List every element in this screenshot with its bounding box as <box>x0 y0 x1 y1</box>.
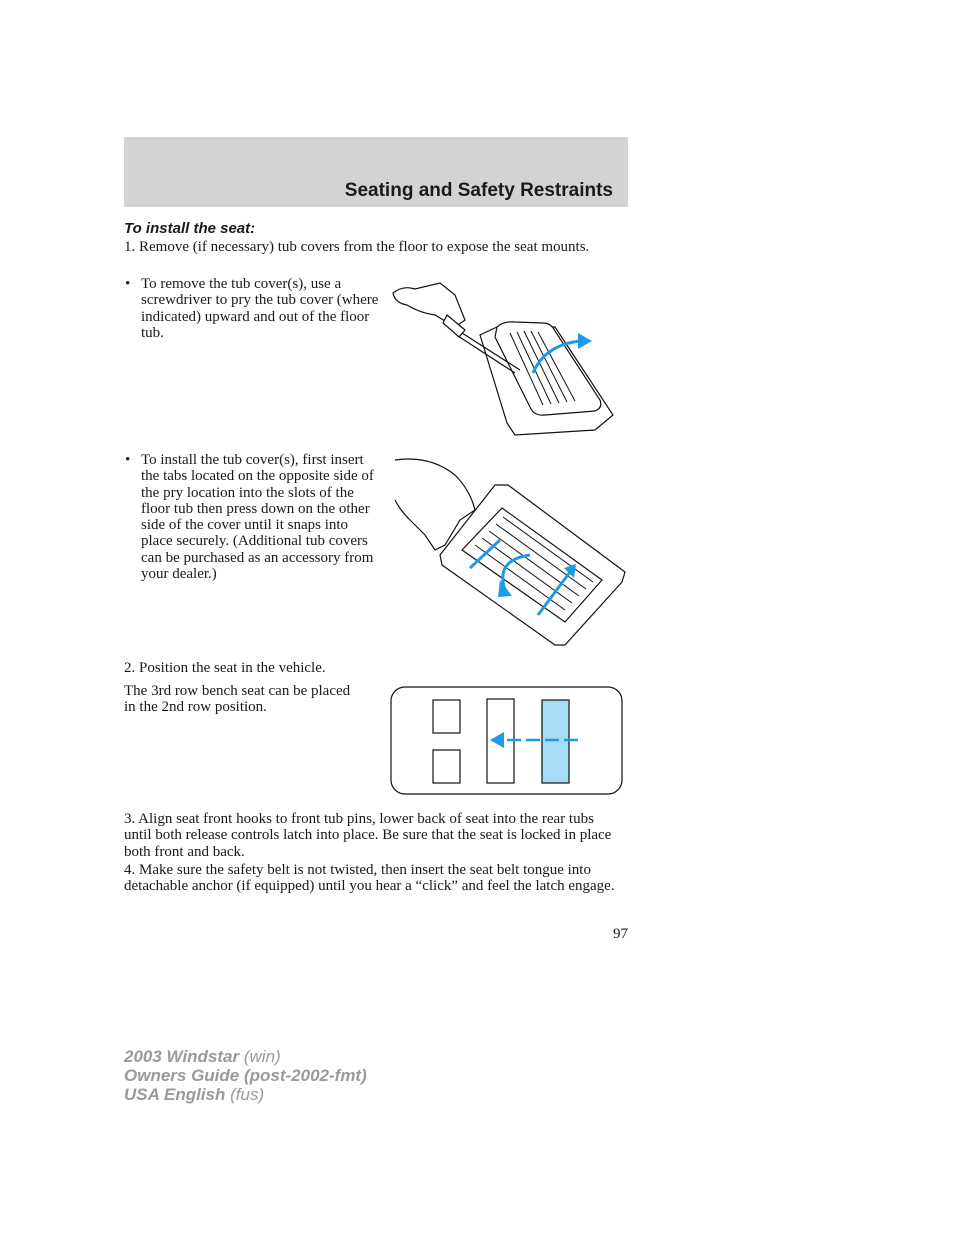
step-3-text: 3. Align seat front hooks to front tub pins, lower back of seat into the rear tubs until both release controls latch into place. Be sure that the seat is locked in place both front and back. <box>124 811 612 860</box>
front-seat-right <box>433 750 460 783</box>
header-band <box>124 137 628 207</box>
step-4-text: 4. Make sure the safety belt is not twisted, then insert the seat belt tongue into detachable anchor (if equipped) until you hear a “click” and feel the latch engage. <box>124 862 615 895</box>
footer-guide: Owners Guide (post-2002-fmt) <box>124 1066 367 1085</box>
step-2-text: 2. Position the seat in the vehicle. <box>124 660 326 676</box>
bullet-install-cover: To install the tub cover(s), first insert the tabs located on the opposite side of the pry location into the slots of the floor tub then press down on the other side of the cover until it snaps into place securely. (Additional tub covers can be purchased as an accessory from your dealer.) <box>141 452 374 583</box>
third-row-bench-seat <box>542 700 569 783</box>
page-title: Seating and Safety Restraints <box>344 180 613 201</box>
section-subhead: To install the seat: <box>124 220 256 237</box>
step-1-text: 1. Remove (if necessary) tub covers from the floor to expose the seat mounts. <box>124 239 590 255</box>
step-2-note: The 3rd row bench seat can be placed in the 2nd row position. <box>124 683 351 716</box>
bullet-marker: • <box>125 276 131 292</box>
footer-language: USA English <box>124 1085 226 1104</box>
footer-model-code: (win) <box>239 1047 281 1066</box>
tub-cover-removal-illustration <box>385 275 620 440</box>
document-footer <box>124 1047 367 1104</box>
bullet-remove-cover: To remove the tub cover(s), use a screwdriver to pry the tub cover (where indicated) upward and out of the floor tub. <box>141 276 379 341</box>
tub-cover-install-illustration <box>390 450 628 650</box>
footer-language-code: (fus) <box>225 1085 265 1104</box>
footer-model: 2003 Windstar <box>124 1047 240 1066</box>
bullet-marker: • <box>125 452 131 468</box>
seat-position-diagram <box>390 686 623 796</box>
front-seat-left <box>433 700 460 733</box>
page-number: 97 <box>613 926 628 942</box>
pry-arrow-head <box>578 333 592 349</box>
